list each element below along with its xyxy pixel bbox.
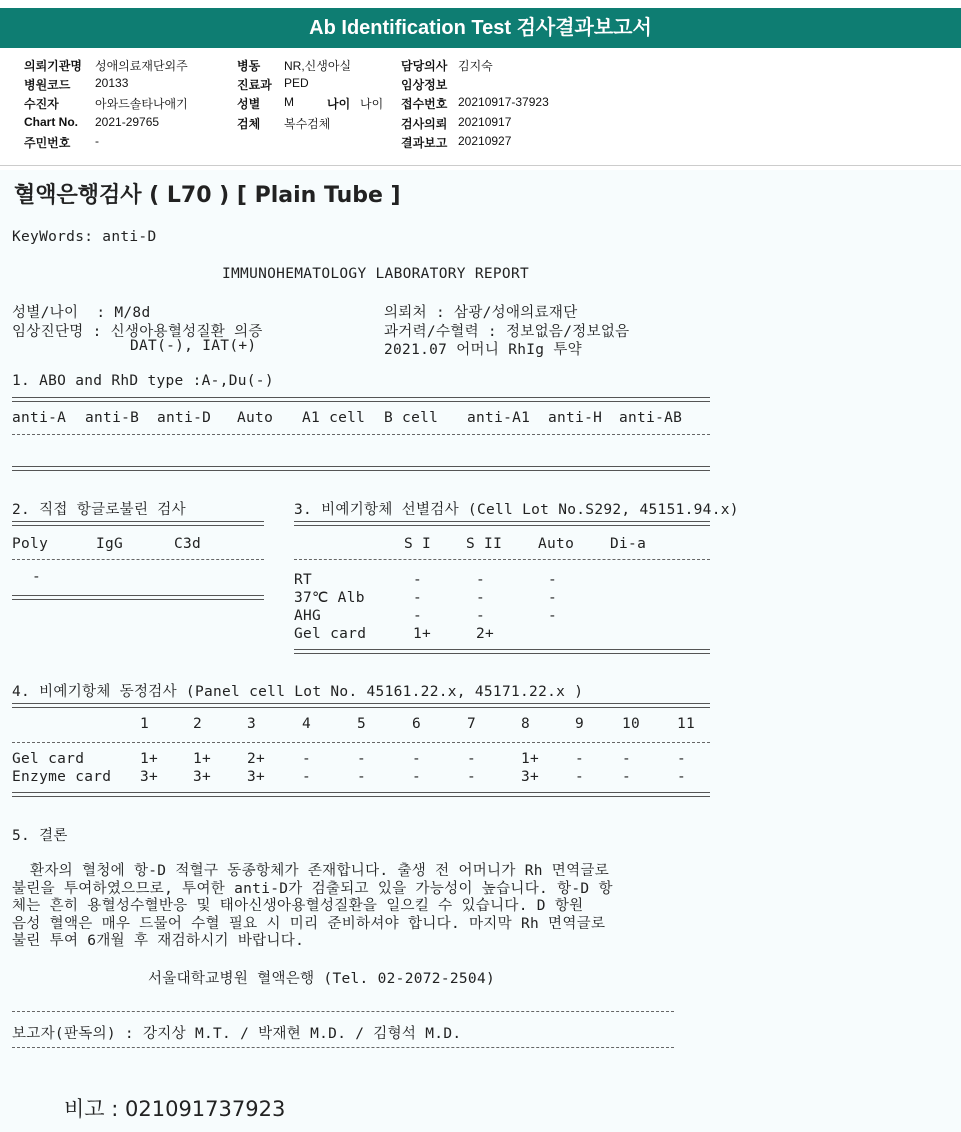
screen-cell: - <box>413 590 423 606</box>
report-header: Ab Identification Test 검사결과보고서 <box>0 8 961 48</box>
info-label: 임상정보 <box>401 78 448 92</box>
info-label: 병원코드 <box>24 78 71 92</box>
info-value: 성애의료재단외주 <box>95 59 188 73</box>
abo-header: A1 cell <box>302 410 366 426</box>
single-rule <box>12 1011 674 1012</box>
info-label: 담당의사 <box>401 59 448 73</box>
panel-cell: 1+ <box>521 751 540 767</box>
info-value: 20210917-37923 <box>458 95 549 109</box>
history: 과거력/수혈력 : 정보없음/정보없음 <box>384 324 630 340</box>
screen-header-s1: S I <box>404 536 432 552</box>
panel-col-header: 6 <box>412 716 422 732</box>
section5-title: 5. 결론 <box>12 828 68 844</box>
panel-row-label: Enzyme card <box>12 769 112 785</box>
abo-header: anti-H <box>548 410 603 426</box>
dat-iat: DAT(-), IAT(+) <box>130 338 257 354</box>
panel-cell: - <box>677 751 687 767</box>
conclusion-line: 불린 투여 6개월 후 재검하시기 바랍니다. <box>12 933 305 949</box>
panel-cell: - <box>467 751 477 767</box>
info-value: - <box>95 134 99 148</box>
info-label: 결과보고 <box>401 136 448 150</box>
patient-info <box>0 53 961 164</box>
double-rule <box>294 649 710 654</box>
panel-col-header: 7 <box>467 716 477 732</box>
panel-row-label: Gel card <box>12 751 85 767</box>
panel-cell: - <box>357 751 367 767</box>
panel-cell: 1+ <box>140 751 159 767</box>
info-value: 나이 <box>360 97 384 111</box>
panel-cell: - <box>575 769 585 785</box>
panel-cell: - <box>575 751 585 767</box>
section1-title: 1. ABO and RhD type :A-,Du(-) <box>12 373 274 389</box>
conclusion-line: 체는 흔히 용혈성수혈반응 및 태아신생아용혈성질환을 일으킬 수 있습니다. D 항원 <box>12 898 584 914</box>
screen-header-s2: S II <box>466 536 503 552</box>
remark: 비고 : 021091737923 <box>64 1097 286 1121</box>
info-label: 수진자 <box>24 97 59 111</box>
double-rule <box>12 521 264 526</box>
conclusion-line: 불린을 투여하였으므로, 투여한 anti-D가 검출되고 있을 가능성이 높습니다. 항-D 항 <box>12 880 613 897</box>
panel-cell: - <box>302 751 312 767</box>
single-rule <box>12 559 264 560</box>
abo-header: anti-AB <box>619 410 683 426</box>
screen-cell: - <box>548 590 558 606</box>
abo-header: B cell <box>384 410 439 426</box>
screen-row-label: RT <box>294 572 313 588</box>
panel-col-header: 10 <box>622 716 641 732</box>
section4-title: 4. 비예기항체 동정검사 (Panel cell Lot No. 45161.22.x, 45171.22.x ) <box>12 684 584 700</box>
double-rule <box>12 703 710 708</box>
panel-col-header: 2 <box>193 716 203 732</box>
conclusion-line: 음성 혈액은 매우 드물어 수혈 필요 시 미리 준비하셔야 합니다. 마지막 Rh 면역글로 <box>12 915 606 932</box>
divider <box>0 165 961 166</box>
hospital-contact: 서울대학교병원 혈액은행 (Tel. 02-2072-2504) <box>148 971 496 987</box>
panel-cell: 2+ <box>247 751 266 767</box>
panel-col-header: 11 <box>677 716 696 732</box>
panel-cell: - <box>412 769 422 785</box>
history-note: 2021.07 어머니 RhIg 투약 <box>384 342 582 358</box>
screen-header-dia: Di-a <box>610 536 647 552</box>
panel-cell: - <box>622 769 632 785</box>
info-value: 복수검체 <box>284 117 331 131</box>
abo-header: anti-A <box>12 410 67 426</box>
double-rule <box>12 466 710 471</box>
panel-cell: 1+ <box>193 751 212 767</box>
panel-cell: - <box>677 769 687 785</box>
dat-value: - <box>32 569 42 585</box>
screen-cell: - <box>413 572 423 588</box>
info-value: PED <box>284 76 309 90</box>
screen-row-label: 37℃ Alb <box>294 590 365 606</box>
info-value: 20133 <box>95 76 129 90</box>
panel-col-header: 8 <box>521 716 531 732</box>
info-label: 검체 <box>237 117 261 131</box>
single-rule <box>294 559 710 560</box>
sex-age: 성별/나이 : M/8d <box>12 305 151 321</box>
screen-row-label: Gel card <box>294 626 367 642</box>
screen-row-label: AHG <box>294 608 322 624</box>
panel-col-header: 5 <box>357 716 367 732</box>
info-value: 20210927 <box>458 134 512 148</box>
double-rule <box>294 521 710 526</box>
screen-cell: 2+ <box>476 626 495 642</box>
panel-cell: - <box>622 751 632 767</box>
panel-cell: 3+ <box>247 769 266 785</box>
info-label: 진료과 <box>237 78 272 92</box>
info-value: M <box>284 95 294 109</box>
screen-cell: 1+ <box>413 626 432 642</box>
panel-col-header: 1 <box>140 716 150 732</box>
panel-cell: - <box>412 751 422 767</box>
info-label: 접수번호 <box>401 97 448 111</box>
panel-col-header: 3 <box>247 716 257 732</box>
abo-header: anti-A1 <box>467 410 531 426</box>
panel-col-header: 4 <box>302 716 312 732</box>
single-rule <box>12 1047 674 1048</box>
panel-cell: - <box>357 769 367 785</box>
screen-header-auto: Auto <box>538 536 575 552</box>
info-value: NR,신생아실 <box>284 59 352 73</box>
double-rule <box>12 792 710 797</box>
single-rule <box>12 434 710 435</box>
dat-header-igg: IgG <box>96 536 124 552</box>
requester: 의뢰처 : 삼광/성애의료재단 <box>384 305 578 321</box>
panel-cell: - <box>302 769 312 785</box>
section3-title: 3. 비예기항체 선별검사 (Cell Lot No.S292, 45151.94.x) <box>294 502 739 518</box>
info-label: 주민번호 <box>24 136 71 150</box>
dat-header-poly: Poly <box>12 536 49 552</box>
info-label: 성별 <box>237 97 261 111</box>
info-label: 검사의뢰 <box>401 117 448 131</box>
info-value: 20210917 <box>458 115 512 129</box>
info-value: 김지숙 <box>458 59 493 73</box>
dat-header-c3d: C3d <box>174 536 202 552</box>
info-value: 아와드솔타나애기 <box>95 97 188 111</box>
screen-cell: - <box>476 608 486 624</box>
info-label: 나이 <box>327 97 351 111</box>
abo-header: anti-D <box>157 410 212 426</box>
screen-cell: - <box>476 590 486 606</box>
panel-col-header: 9 <box>575 716 585 732</box>
info-label: Chart No. <box>24 115 78 129</box>
lab-report-heading: IMMUNOHEMATOLOGY LABORATORY REPORT <box>222 266 530 282</box>
reporter: 보고자(판독의) : 강지상 M.T. / 박재현 M.D. / 김형석 M.D. <box>12 1026 462 1042</box>
diagnosis: 임상진단명 : 신생아용혈성질환 의증 <box>12 324 263 340</box>
info-label: 의뢰기관명 <box>24 59 82 73</box>
screen-cell: - <box>548 608 558 624</box>
screen-cell: - <box>413 608 423 624</box>
abo-header: anti-B <box>85 410 140 426</box>
screen-cell: - <box>548 572 558 588</box>
info-label: 병동 <box>237 59 261 73</box>
double-rule <box>12 397 710 402</box>
panel-cell: 3+ <box>193 769 212 785</box>
abo-header: Auto <box>237 410 274 426</box>
panel-cell: - <box>467 769 477 785</box>
conclusion-line: 환자의 혈청에 항-D 적혈구 동종항체가 존재합니다. 출생 전 어머니가 Rh 면역글로 <box>12 863 610 879</box>
single-rule <box>12 742 710 743</box>
screen-cell: - <box>476 572 486 588</box>
keywords: KeyWords: anti-D <box>12 229 157 245</box>
info-value: 2021-29765 <box>95 115 160 129</box>
report-title: 혈액은행검사 ( L70 ) [ Plain Tube ] <box>14 183 401 208</box>
double-rule <box>12 595 264 600</box>
panel-cell: 3+ <box>140 769 159 785</box>
section2-title: 2. 직접 항글로불린 검사 <box>12 502 186 518</box>
panel-cell: 3+ <box>521 769 540 785</box>
